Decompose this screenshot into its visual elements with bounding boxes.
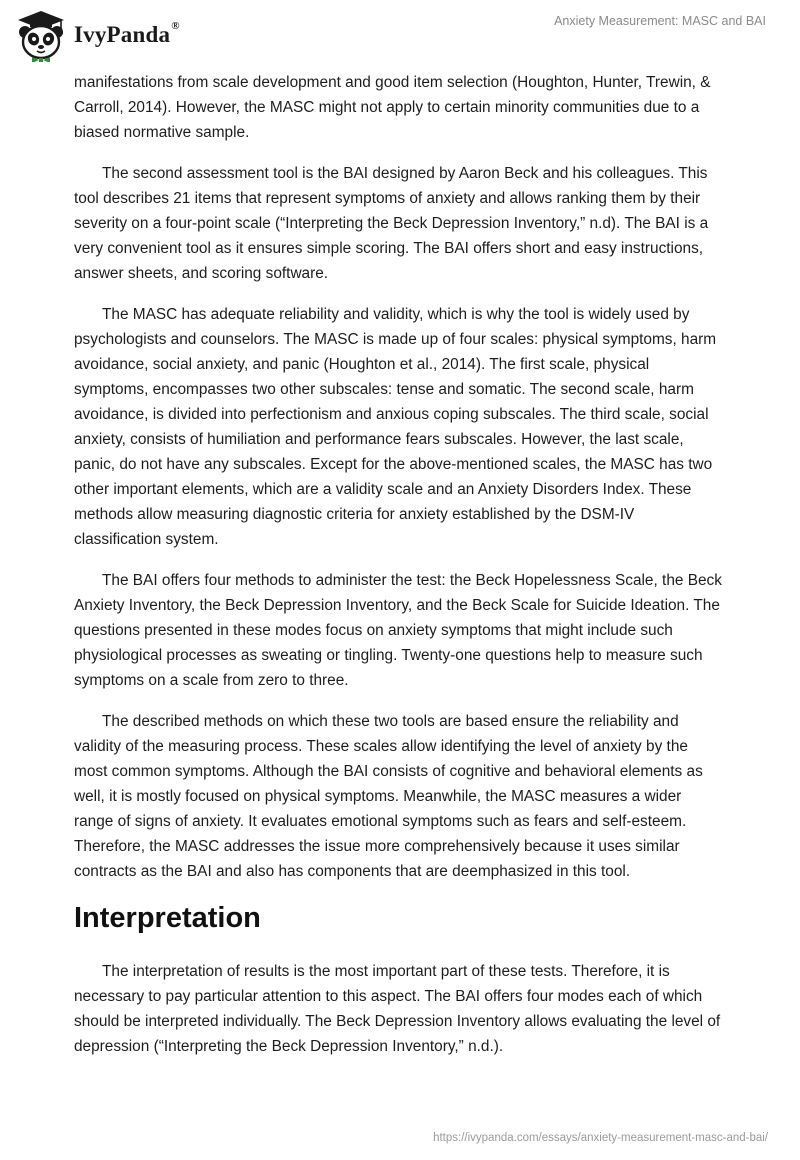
section-heading-interpretation: Interpretation	[74, 902, 261, 934]
source-url[interactable]: https://ivypanda.com/essays/anxiety-measurement-masc-and-bai/	[433, 1132, 768, 1144]
paragraph: The BAI offers four methods to administer the test: the Beck Hopelessness Scale, the Beck Anxiety Inventory, the Beck Depression Inventory, and the Beck Scale for Suicide Ideation. The questions presented in these modes focus on anxiety symptoms that might include such physiological processes as sweating or tingling. Twenty-one questions help to measure such symptoms on a scale from zero to three.	[74, 572, 722, 689]
paragraph: The interpretation of results is the most important part of these tests. Therefore, it is necessary to pay particular attention to this aspect. The BAI offers four modes each of which should be interpreted individually. The Beck Depression Inventory allows evaluating the level of depression (“Interpreting the Beck Depression Inventory,” n.d.).	[74, 963, 721, 1055]
paragraph: The described methods on which these two tools are based ensure the reliability and validity of the measuring process. These scales allow identifying the level of anxiety by the most common symptoms. Although the BAI consists of cognitive and behavioral elements as well, it is mostly focused on physical symptoms. Meanwhile, the MASC measures a wider range of signs of anxiety. It evaluates emotional symptoms such as fears and self-esteem. Therefore, the MASC addresses the issue more comprehensively because it uses similar contracts as the BAI and also has components that are deemphasized in this tool.	[74, 713, 703, 880]
registered-mark: ®	[171, 20, 180, 32]
logo-wordmark: IvyPanda	[74, 22, 171, 47]
paragraph-continued: manifestations from scale development and good item selection (Houghton, Hunter, Trewin, & Carroll, 2014). However, the MASC might not apply to certain minority communities due to a biased normative sample.	[74, 74, 711, 141]
ivypanda-logo[interactable]	[14, 8, 180, 62]
essay-body	[74, 70, 724, 1075]
panda-graduate-icon	[14, 8, 68, 62]
page-header	[0, 0, 800, 72]
paragraph: The second assessment tool is the BAI designed by Aaron Beck and his colleagues. This tool describes 21 items that represent symptoms of anxiety and allows ranking them by their severity on a four-point scale (“Interpreting the Beck Depression Inventory,” n.d). The BAI is a very convenient tool as it ensures simple scoring. The BAI offers short and easy instructions, answer sheets, and scoring software.	[74, 165, 709, 282]
paragraph: The MASC has adequate reliability and validity, which is why the tool is widely used by psychologists and counselors. The MASC is made up of four scales: physical symptoms, harm avoidance, social anxiety, and panic (Houghton et al., 2014). The first scale, physical symptoms, encompasses two other subscales: tense and somatic. The second scale, harm avoidance, is divided into perfectionism and anxious coping subscales. The third scale, social anxiety, consists of humiliation and performance fears subscales. However, the last scale, panic, do not have any subscales. Except for the above-mentioned scales, the MASC has two other important elements, which are a validity scale and an Anxiety Disorders Index. These methods allow measuring diagnostic criteria for anxiety established by the DSM-IV classification system.	[74, 306, 717, 548]
document-title: Anxiety Measurement: MASC and BAI	[554, 14, 766, 28]
logo-text	[74, 22, 180, 48]
